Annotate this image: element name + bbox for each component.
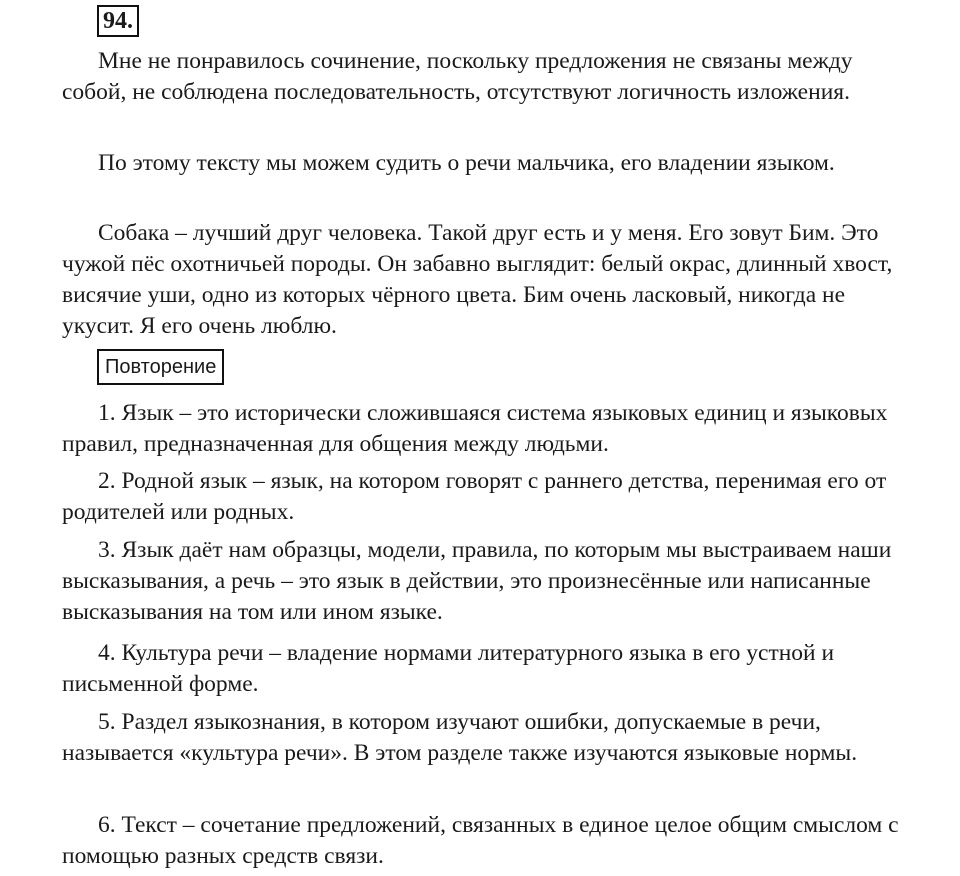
review-item-1: 1. Язык – это исторически сложившаяся система языковых единиц и языковых правил, предназначенная для общения между людьми. xyxy=(62,400,888,457)
review-item-4: 4. Культура речи – владение нормами литературного языка в его устной и письменной форме. xyxy=(62,640,835,697)
exercise-number-box: 94. xyxy=(97,5,139,37)
answer-paragraph-1: Мне не понравилось сочинение, поскольку предложения не связаны между собой, не соблюдена последовательность, отсутствуют логичность изложения. xyxy=(62,48,853,105)
answer-paragraph-2: По этому тексту мы можем судить о речи мальчика, его владении языком. xyxy=(98,150,835,176)
review-item-5: 5. Раздел языкознания, в котором изучают ошибки, допускаемые в речи, называется «культура речи». В этом разделе также изучаются языковые нормы. xyxy=(62,709,858,766)
review-item-3: 3. Язык даёт нам образцы, модели, правила, по которым мы выстраиваем наши высказывания, а речь – это язык в действии, это произнесённые или написанные высказывания на том или ином языке. xyxy=(62,537,892,625)
answer-paragraph-3: Собака – лучший друг человека. Такой друг есть и у меня. Его зовут Бим. Это чужой пёс охотничьей породы. Он забавно выглядит: белый окрас, длинный хвост, висячие уши, одно из которых чёрного цвета. Бим очень ласковый, никогда не укусит. Я его очень люблю. xyxy=(62,220,893,339)
review-item-2: 2. Родной язык – язык, на котором говорят с раннего детства, перенимая его от родителей или родных. xyxy=(62,468,887,525)
review-section-label: Повторение xyxy=(97,349,224,385)
review-item-6: 6. Текст – сочетание предложений, связанных в единое целое общим смыслом с помощью разных средств связи. xyxy=(62,812,899,869)
